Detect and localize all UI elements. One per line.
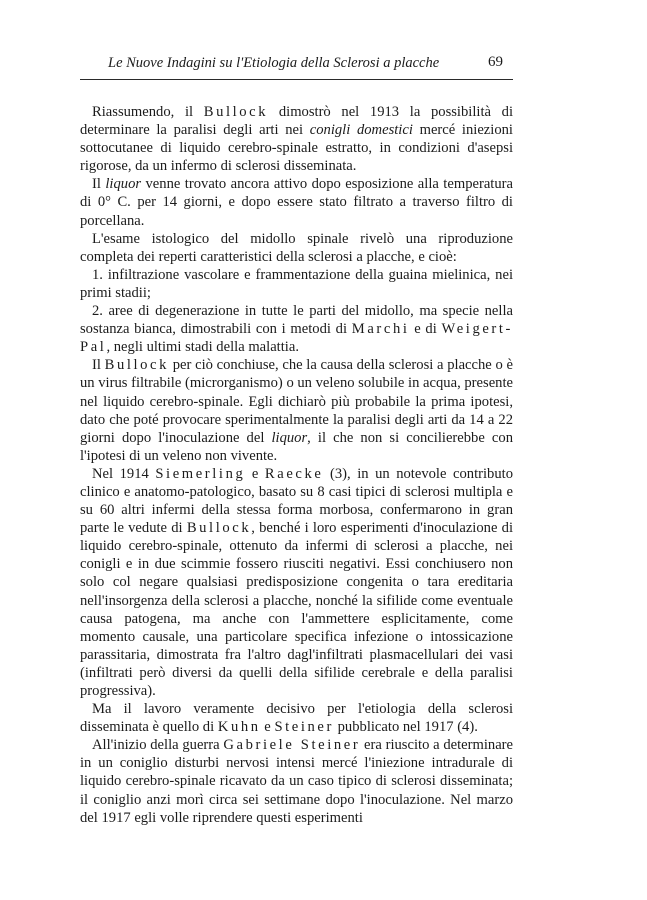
text-run: era riuscito a determinare in un coniglio disturbi nervosi intensi mercé l'iniezione intradurale di liquido cerebro-spinale ricavato da un caso tipico di sclerosi disseminata; il coniglio anzi morì circa sei settimane dopo l'inoculazione. Nel marzo del 1917 egli volle riprendere questi esperimenti bbox=[80, 737, 514, 826]
text-run: Il bbox=[92, 357, 105, 374]
text-run: e bbox=[260, 719, 275, 736]
running-title: Le Nuove Indagini su l'Etiologia della Sclerosi a placche bbox=[108, 55, 440, 71]
text-run: , il che non si concilierebbe con l'ipotesi di un veleno non vivente. bbox=[80, 429, 513, 464]
spaced-name: Weigert-Pal bbox=[80, 321, 514, 356]
spaced-name: Kuhn bbox=[217, 719, 261, 736]
text-run: Riassumendo, il bbox=[92, 104, 204, 120]
spaced-name: Bullock bbox=[203, 104, 269, 120]
body-paragraph bbox=[80, 465, 513, 700]
spaced-name: Steiner bbox=[274, 719, 334, 736]
text-run: per ciò conchiuse, che la causa della sclerosi a placche o è un virus filtrabile (microrganismo) o un veleno solubile in acqua, presente nel liquido cerebro-spinale. Egli dichiarò più probabile la prima ipotesi, dato che poté provocare sperimentalmente la paralisi degli arti da 14 a 22 giorni dopo l'inoculazione del bbox=[80, 357, 513, 446]
body-paragraph bbox=[80, 103, 513, 175]
body-paragraph bbox=[80, 175, 513, 229]
text-run: Il bbox=[92, 176, 106, 193]
text-run: Ma il lavoro veramente decisivo per l'etiologia della sclerosi disseminata è quello di bbox=[80, 701, 513, 736]
italic-term: liquor bbox=[271, 429, 308, 446]
body-paragraph bbox=[80, 302, 513, 356]
text-run: , negli ultimi stadi della malattia. bbox=[106, 339, 299, 356]
text-run: (3), in un notevole contributo clinico e anatomo-patologico, basato su 8 casi tipici di sclerosi multipla e su 60 altri infermi della stessa forma morbosa, confermarono in gran parte le vedute di bbox=[80, 465, 513, 537]
text-run: dimostrò nel 1913 la possibilità di determinare la paralisi degli arti nei bbox=[80, 104, 513, 139]
text-run: e bbox=[245, 465, 265, 482]
spaced-name: Gabriele Steiner bbox=[223, 737, 361, 754]
running-header bbox=[80, 49, 513, 80]
text-run: venne trovato ancora attivo dopo esposizione alla temperatura di 0° C. per 14 giorni, e dopo essere stato filtrato a traverso filtro di porcellana. bbox=[80, 176, 513, 229]
text-run: All'inizio della guerra bbox=[92, 737, 224, 754]
spaced-name: Bullock bbox=[186, 520, 252, 537]
italic-term: conigli domestici bbox=[309, 122, 413, 139]
text-run: pubblicato nel 1917 (4). bbox=[333, 719, 478, 736]
text-run: mercé iniezioni sottocutanee di liquido cerebro-spinale estratto, in condizioni d'asepsi rigorose, da un infermo di sclerosi disseminata. bbox=[80, 122, 513, 175]
page-body bbox=[80, 103, 513, 827]
text-run: L'esame istologico del midollo spinale rivelò una riproduzione completa dei reperti caratteristici della sclerosi a placche, e cioè: bbox=[80, 230, 513, 265]
body-paragraph bbox=[80, 736, 513, 826]
body-paragraph bbox=[80, 700, 513, 736]
text-run: Nel 1914 bbox=[92, 465, 156, 482]
spaced-name: Marchi bbox=[351, 321, 410, 338]
text-run: , benché i loro esperimenti d'inoculazione di liquido cerebro-spinale, ottenuto da infermi di sclerosi a placche, nei conigli e in due scimmie fossero riusciti negativi. Essi conchiusero non solo col negare qualsiasi predisposizione congenita o tara ereditaria nell'insorgenza della sclerosi a placche, nonché la sifilide come eventuale causa patogena, ma anche con l'ammettere esplicitamente, come momento causale, una particolare specifica infezione o intossicazione parassitaria, dimostrata fra l'altro dagl'infiltrati plasmacellulari dei vasi (infiltrati però diversi da quelli della sifilide cerebrale e della paralisi progressiva). bbox=[80, 520, 514, 699]
spaced-name: Raecke bbox=[264, 465, 324, 482]
italic-term: liquor bbox=[105, 176, 142, 193]
page-number: 69 bbox=[488, 54, 503, 70]
text-run: 1. infiltrazione vascolare e frammentazione della guaina mielinica, nei primi stadii; bbox=[80, 266, 513, 301]
body-paragraph bbox=[80, 230, 513, 266]
spaced-name: Siemerling bbox=[155, 465, 246, 482]
body-paragraph bbox=[80, 266, 513, 302]
text-run: 2. aree di degenerazione in tutte le parti del midollo, ma specie nella sostanza bianca, dimostrabili con i metodi di bbox=[80, 303, 513, 338]
text-run: e di bbox=[409, 321, 442, 338]
body-paragraph bbox=[80, 356, 513, 465]
spaced-name: Bullock bbox=[104, 357, 170, 374]
